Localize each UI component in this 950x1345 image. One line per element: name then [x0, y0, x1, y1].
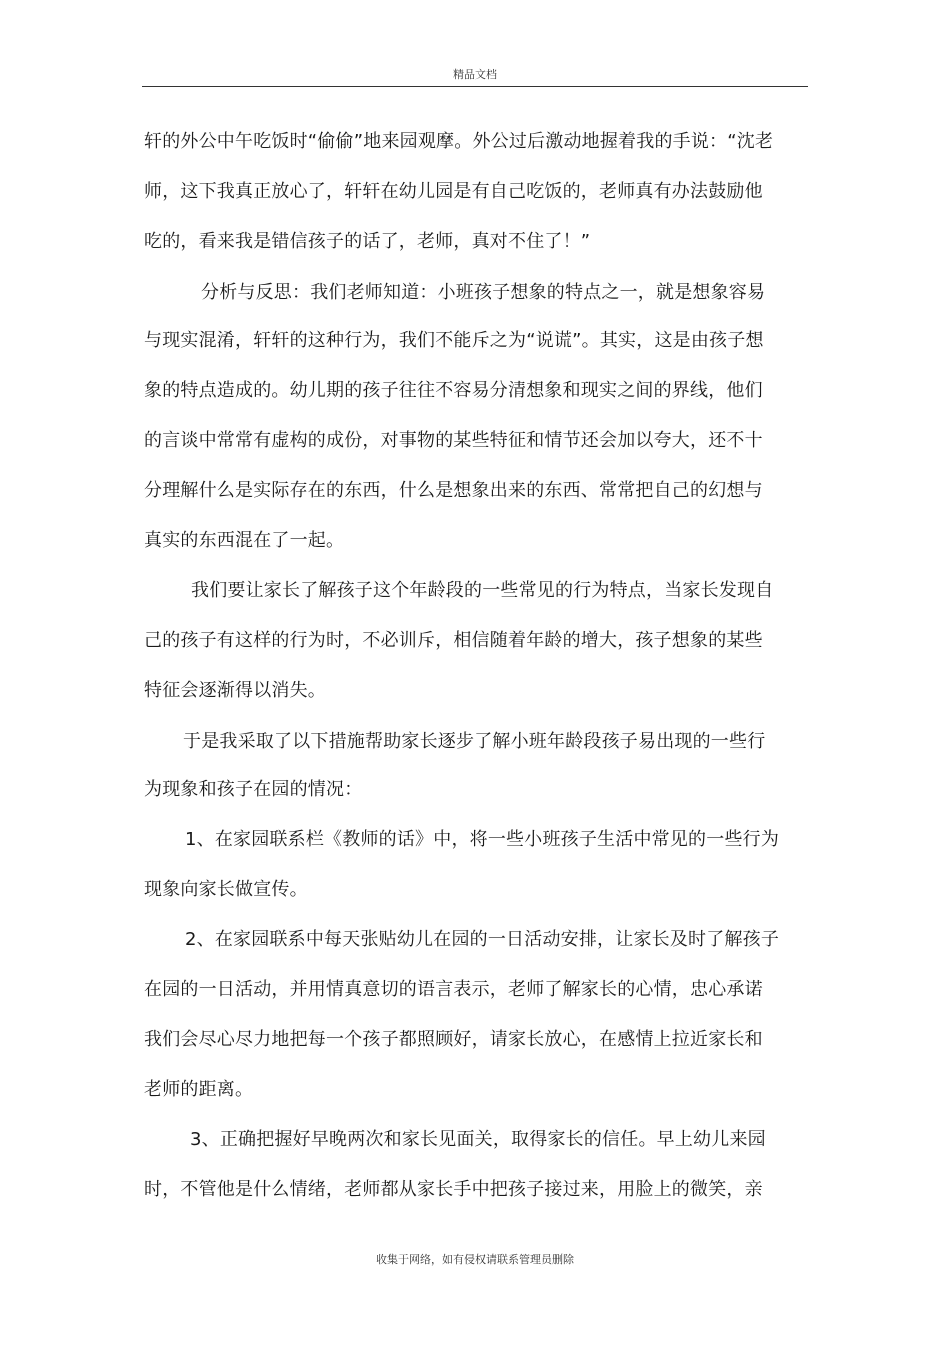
body-line: 我们会尽心尽力地把每一个孩子都照顾好，请家长放心，在感情上拉近家长和	[144, 1029, 763, 1050]
page-header: 精品文档	[453, 68, 497, 81]
body-line: 分析与反思：我们老师知道：小班孩子想象的特点之一，就是想象容易	[201, 282, 766, 303]
page-footer: 收集于网络，如有侵权请联系管理员删除	[376, 1253, 574, 1266]
body-line: 真实的东西混在了一起。	[144, 530, 345, 551]
body-line: 老师的距离。	[144, 1079, 254, 1100]
body-line: 分理解什么是实际存在的东西，什么是想象出来的东西、常常把自己的幻想与	[144, 480, 763, 501]
body-line: 己的孩子有这样的行为时，不必训斥，相信随着年龄的增大，孩子想象的某些	[144, 630, 763, 651]
body-line: 现象向家长做宣传。	[144, 879, 308, 900]
body-line: 在园的一日活动，并用情真意切的语言表示，老师了解家长的心情，忠心承诺	[144, 979, 763, 1000]
body-line: 3、正确把握好早晚两次和家长见面关，取得家长的信任。早上幼儿来园	[190, 1129, 766, 1150]
body-line: 轩的外公中午吃饭时“偷偷”地来园观摩。外公过后激动地握着我的手说：“沈老	[144, 131, 774, 152]
body-line: 时，不管他是什么情绪，老师都从家长手中把孩子接过来，用脸上的微笑，亲	[144, 1179, 763, 1200]
body-line: 我们要让家长了解孩子这个年龄段的一些常见的行为特点，当家长发现自	[191, 580, 774, 601]
body-line: 的言谈中常常有虚构的成份，对事物的某些特征和情节还会加以夸大，还不十	[144, 430, 763, 451]
body-line: 1、在家园联系栏《教师的话》中，将一些小班孩子生活中常见的一些行为	[185, 829, 780, 850]
body-line: 为现象和孩子在园的情况：	[144, 779, 363, 800]
body-line: 师，这下我真正放心了，轩轩在幼儿园是有自己吃饭的，老师真有办法鼓励他	[144, 181, 763, 202]
body-line: 象的特点造成的。幼儿期的孩子往往不容易分清想象和现实之间的界线，他们	[144, 380, 763, 401]
body-line: 特征会逐渐得以消失。	[144, 680, 326, 701]
body-line: 吃的，看来我是错信孩子的话了，老师，真对不住了！”	[144, 231, 591, 252]
header-rule	[142, 86, 808, 87]
body-line: 2、在家园联系中每天张贴幼儿在园的一日活动安排，让家长及时了解孩子	[185, 929, 780, 950]
body-line: 与现实混淆，轩轩的这种行为，我们不能斥之为“说谎”。其实，这是由孩子想	[144, 330, 764, 351]
body-line: 于是我采取了以下措施帮助家长逐步了解小班年龄段孩子易出现的一些行	[183, 731, 766, 752]
